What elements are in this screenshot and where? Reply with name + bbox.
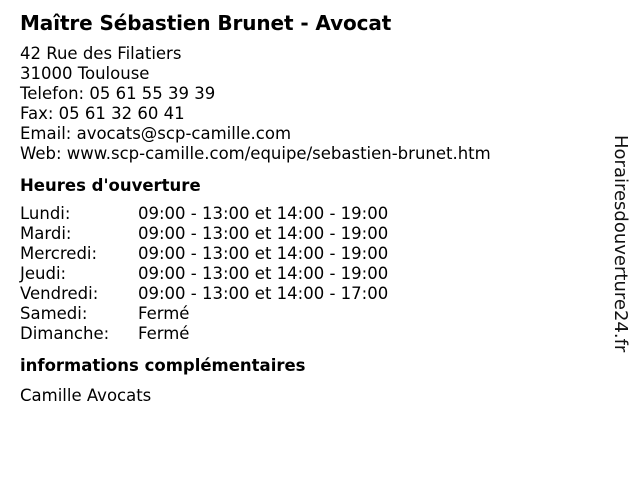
day-hours: 09:00 - 13:00 et 14:00 - 19:00 xyxy=(138,204,389,223)
email-address: Email: avocats@scp-camille.com xyxy=(20,124,292,143)
day-label: Vendredi: xyxy=(20,284,99,303)
day-label: Samedi: xyxy=(20,304,88,323)
site-watermark: Horairesdouverture24.fr xyxy=(610,135,631,353)
day-label: Jeudi: xyxy=(20,264,67,283)
website-address: Web: www.scp-camille.com/equipe/sebastien-brunet.htm xyxy=(20,144,491,163)
day-label: Dimanche: xyxy=(20,324,110,343)
opening-hours-heading: Heures d'ouverture xyxy=(20,176,201,195)
address-city: 31000 Toulouse xyxy=(20,64,150,83)
day-hours: Fermé xyxy=(138,324,190,343)
day-label: Mercredi: xyxy=(20,244,98,263)
phone-number: Telefon: 05 61 55 39 39 xyxy=(20,84,216,103)
additional-info-text: Camille Avocats xyxy=(20,386,152,405)
business-card xyxy=(20,10,600,406)
hours-row xyxy=(20,324,388,344)
additional-info-heading: informations complémentaires xyxy=(20,356,306,375)
day-hours: 09:00 - 13:00 et 14:00 - 17:00 xyxy=(138,284,389,303)
hours-row xyxy=(20,264,388,284)
hours-row xyxy=(20,304,388,324)
hours-row xyxy=(20,244,388,264)
hours-row xyxy=(20,284,388,304)
day-label: Lundi: xyxy=(20,204,71,223)
hours-row xyxy=(20,224,388,244)
day-label: Mardi: xyxy=(20,224,72,243)
day-hours: 09:00 - 13:00 et 14:00 - 19:00 xyxy=(138,244,389,263)
page-title: Maître Sébastien Brunet - Avocat xyxy=(20,11,392,35)
day-hours: 09:00 - 13:00 et 14:00 - 19:00 xyxy=(138,264,389,283)
contact-block xyxy=(20,44,600,164)
address-street: 42 Rue des Filatiers xyxy=(20,44,182,63)
hours-row xyxy=(20,204,388,224)
day-hours: Fermé xyxy=(138,304,190,323)
fax-number: Fax: 05 61 32 60 41 xyxy=(20,104,185,123)
opening-hours-table xyxy=(20,204,388,344)
day-hours: 09:00 - 13:00 et 14:00 - 19:00 xyxy=(138,224,389,243)
